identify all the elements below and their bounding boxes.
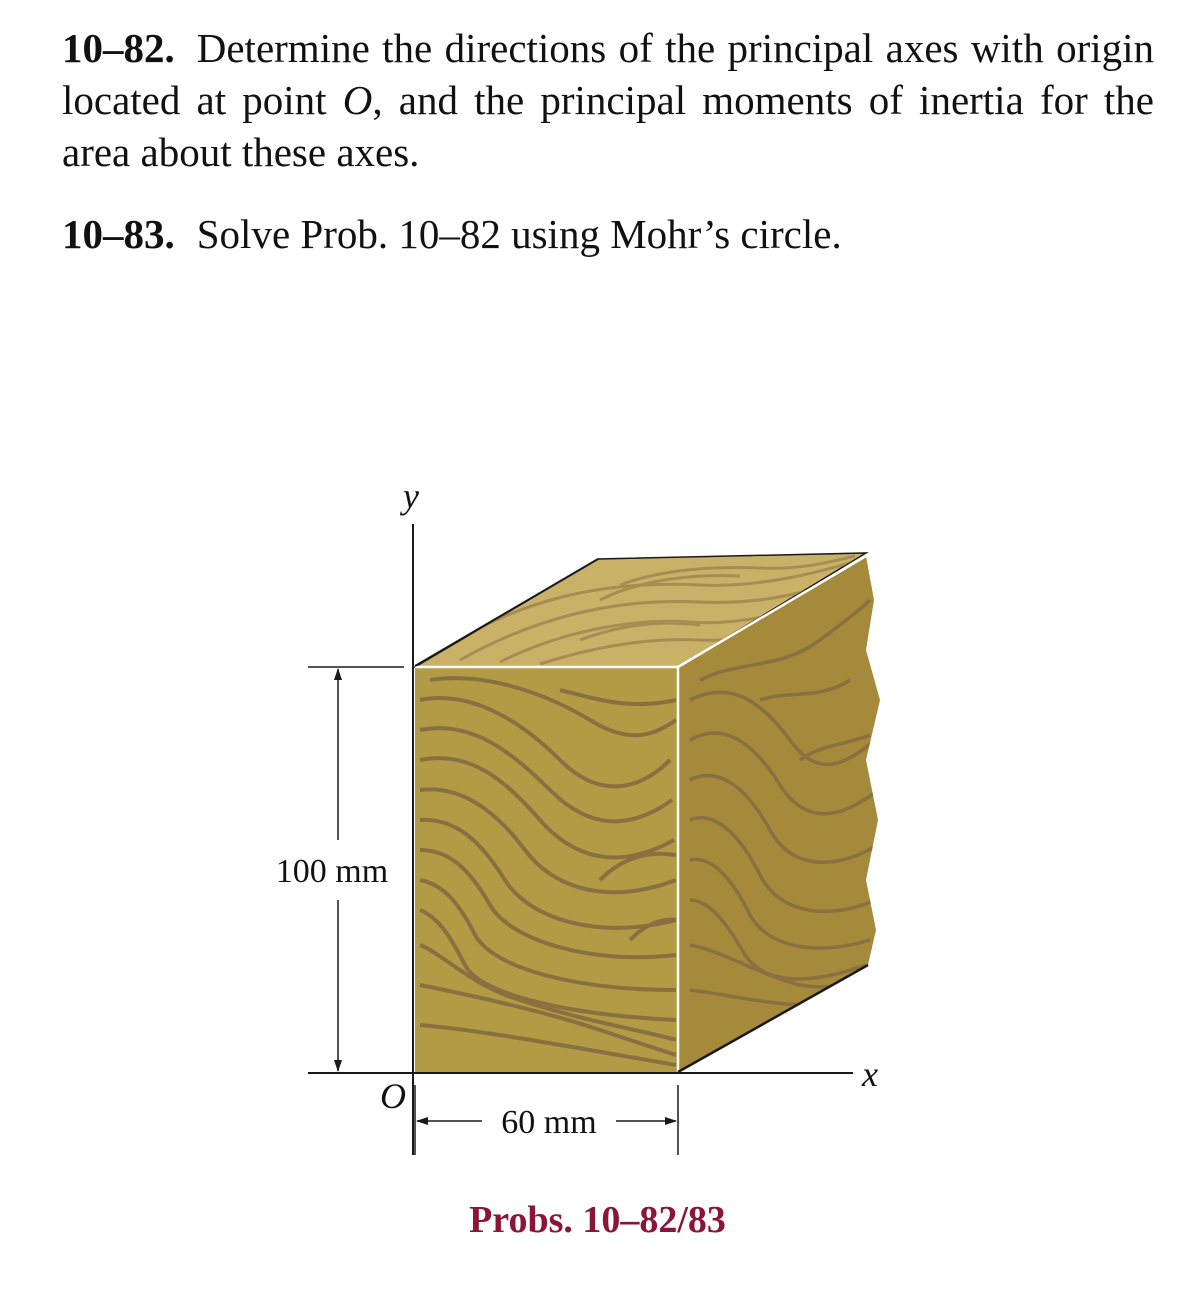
problem-text-continued: , and the principal moments of inertia for the area about these axes. xyxy=(62,77,1154,175)
problem-number: 10–83. xyxy=(62,211,175,257)
figure-caption: Probs. 10–82/83 xyxy=(469,1199,726,1241)
x-axis-label: x xyxy=(862,1054,878,1094)
y-axis-label: y xyxy=(403,476,419,516)
height-dimension-label: 100 mm xyxy=(275,853,389,890)
problem-number: 10–82. xyxy=(62,25,175,71)
problem-text: Determine the directions of the principal axes with origin located at point xyxy=(62,25,1154,123)
width-dimension-label: 60 mm xyxy=(501,1104,597,1141)
problem-text: Solve Prob. 10–82 using Mohr’s circle. xyxy=(196,211,842,257)
origin-label: O xyxy=(380,1076,406,1116)
point-label: O xyxy=(342,77,373,123)
